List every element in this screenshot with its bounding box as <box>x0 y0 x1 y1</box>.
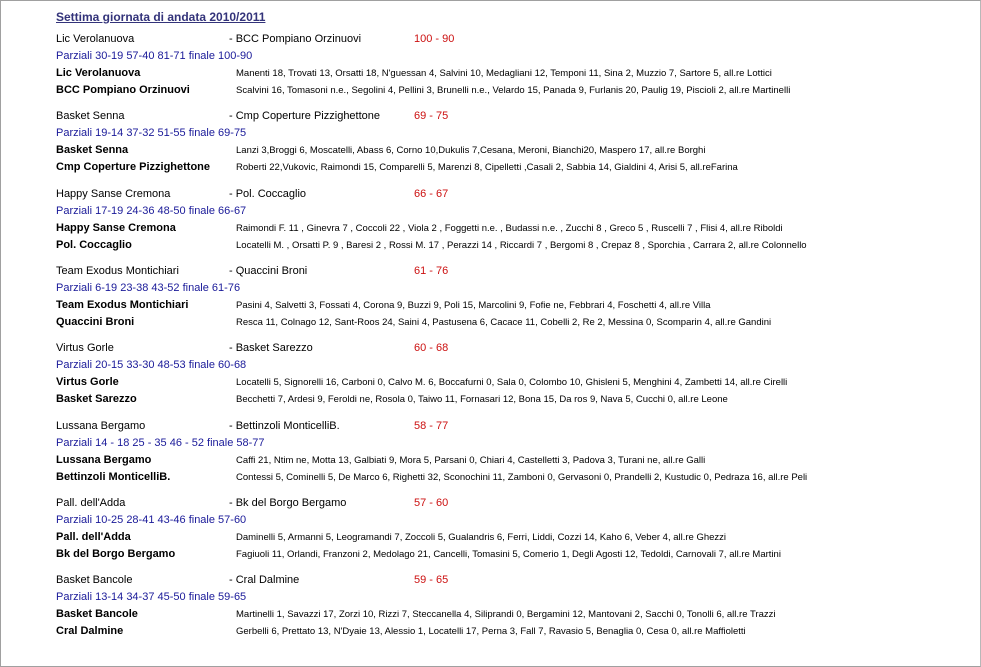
home-lineup-team: Basket Bancole <box>56 608 138 620</box>
away-lineup <box>56 471 956 488</box>
home-lineup-team: Lussana Bergamo <box>56 454 152 466</box>
away-team-name: - Cmp Coperture Pizzighettone <box>229 110 381 122</box>
final-score: 57 - 60 <box>414 497 449 509</box>
home-lineup <box>56 222 956 239</box>
away-lineup <box>56 239 956 256</box>
final-score: 59 - 65 <box>414 574 449 586</box>
home-team-name: Happy Sanse Cremona <box>56 188 171 200</box>
away-lineup <box>56 161 956 178</box>
home-lineup <box>56 608 956 625</box>
final-score: 66 - 67 <box>414 188 449 200</box>
match-header <box>56 574 956 591</box>
home-lineup-players: Raimondi F. 11 , Ginevra 7 , Coccoli 22 , Viola 2 , Foggetti n.e. , Budassi n.e. , Zucchi 8 , Greco 5 , Ruscelli 7 , Flisi 4, all.re Riboldi <box>236 223 783 234</box>
match-block <box>56 265 956 333</box>
away-lineup-players: Scalvini 16, Tomasoni n.e., Segolini 4, Pellini 3, Brunelli n.e., Velardo 15, Panada 9, Furlanis 20, Paulig 19, Piscioli 2, all.re Martinelli <box>236 85 791 96</box>
away-lineup-team: Bk del Borgo Bergamo <box>56 548 176 560</box>
partial-scores: Parziali 19-14 37-32 51-55 finale 69-75 <box>56 127 247 139</box>
home-team-name: Basket Senna <box>56 110 125 122</box>
away-lineup <box>56 548 956 565</box>
home-team-name: Lussana Bergamo <box>56 420 146 432</box>
partial-scores: Parziali 10-25 28-41 43-46 finale 57-60 <box>56 514 247 526</box>
away-lineup-team: Cmp Coperture Pizzighettone <box>56 161 211 173</box>
home-lineup <box>56 454 956 471</box>
final-score: 60 - 68 <box>414 342 449 354</box>
match-header <box>56 33 956 50</box>
home-team-name: Basket Bancole <box>56 574 133 586</box>
away-team-name: - Pol. Coccaglio <box>229 188 307 200</box>
home-lineup-players: Manenti 18, Trovati 13, Orsatti 18, N'guessan 4, Salvini 10, Medagliani 12, Temponi 11, Sina 2, Muzzio 7, Sartore 5, all.re Lottici <box>236 68 772 79</box>
partial-scores: Parziali 14 - 18 25 - 35 46 - 52 finale 58-77 <box>56 437 265 449</box>
away-team-name: - Cral Dalmine <box>229 574 300 586</box>
away-team-name: - Bk del Borgo Bergamo <box>229 497 347 509</box>
away-lineup-team: Quaccini Broni <box>56 316 135 328</box>
home-lineup-team: Virtus Gorle <box>56 376 119 388</box>
home-lineup-players: Caffi 21, Ntim ne, Motta 13, Galbiati 9, Mora 5, Parsani 0, Chiari 4, Castelletti 3, Padova 3, Turani ne, all.re Galli <box>236 455 706 466</box>
home-lineup-players: Pasini 4, Salvetti 3, Fossati 4, Corona 9, Buzzi 9, Poli 15, Marcolini 9, Fofie ne, Febbrari 4, Foschetti 4, all.re Villa <box>236 300 711 311</box>
home-lineup-players: Daminelli 5, Armanni 5, Leogramandi 7, Zoccoli 5, Gualandris 6, Ferri, Liddi, Cozzi 14, Kaho 6, Veber 4, all.re Ghezzi <box>236 532 727 543</box>
away-lineup-players: Roberti 22,Vukovic, Raimondi 15, Comparelli 5, Marenzi 8, Cipelletti ,Casali 2, Sabbia 14, Gialdini 4, Arisi 5, all.reFarina <box>236 162 738 173</box>
home-lineup <box>56 531 956 548</box>
away-lineup <box>56 625 956 642</box>
match-header <box>56 420 956 437</box>
match-block <box>56 342 956 410</box>
home-lineup-team: Basket Senna <box>56 144 129 156</box>
home-team-name: Lic Verolanuova <box>56 33 135 45</box>
match-block <box>56 188 956 256</box>
partial-scores: Parziali 30-19 57-40 81-71 finale 100-90 <box>56 50 253 62</box>
match-header <box>56 342 956 359</box>
partial-scores: Parziali 17-19 24-36 48-50 finale 66-67 <box>56 205 247 217</box>
home-lineup <box>56 144 956 161</box>
match-block <box>56 33 956 101</box>
home-lineup-team: Happy Sanse Cremona <box>56 222 176 234</box>
away-lineup <box>56 316 956 333</box>
away-lineup-players: Locatelli M. , Orsatti P. 9 , Baresi 2 , Rossi M. 17 , Perazzi 14 , Riccardi 7 , Bergomi 8 , Crepaz 8 , Sporchia , Carrara 2, all.re Colonnello <box>236 240 807 251</box>
away-lineup-players: Fagiuoli 11, Orlandi, Franzoni 2, Medolago 21, Cancelli, Tomasini 5, Comerio 1, Degli Agosti 12, Tedoldi, Carnovali 7, all.re Martini <box>236 549 781 560</box>
home-lineup <box>56 67 956 84</box>
away-lineup-team: Bettinzoli MonticelliB. <box>56 471 171 483</box>
home-team-name: Team Exodus Montichiari <box>56 265 179 277</box>
home-lineup-team: Pall. dell'Adda <box>56 531 131 543</box>
partial-scores: Parziali 13-14 34-37 45-50 finale 59-65 <box>56 591 247 603</box>
match-block <box>56 497 956 565</box>
partial-scores: Parziali 20-15 33-30 48-53 finale 60-68 <box>56 359 247 371</box>
home-lineup-players: Locatelli 5, Signorelli 16, Carboni 0, Calvo M. 6, Boccafurni 0, Sala 0, Colombo 10, Ghisleni 5, Menghini 4, Zambetti 14, all.re Cirelli <box>236 377 788 388</box>
home-team-name: Virtus Gorle <box>56 342 114 354</box>
page-title: Settima giornata di andata 2010/2011 <box>56 10 266 24</box>
match-block <box>56 420 956 488</box>
match-block <box>56 110 956 178</box>
home-lineup <box>56 376 956 393</box>
final-score: 61 - 76 <box>414 265 449 277</box>
away-lineup-team: BCC Pompiano Orzinuovi <box>56 84 190 96</box>
away-team-name: - Bettinzoli MonticelliB. <box>229 420 340 432</box>
home-lineup-team: Lic Verolanuova <box>56 67 141 79</box>
away-lineup-team: Cral Dalmine <box>56 625 124 637</box>
away-lineup-team: Basket Sarezzo <box>56 393 137 405</box>
final-score: 69 - 75 <box>414 110 449 122</box>
match-header <box>56 265 956 282</box>
away-lineup-players: Becchetti 7, Ardesi 9, Feroldi ne, Rosola 0, Taiwo 11, Fornasari 12, Bona 15, Da ros 9, Nava 5, Cucchi 0, all.re Leone <box>236 394 728 405</box>
home-lineup-players: Martinelli 1, Savazzi 17, Zorzi 10, Rizzi 7, Steccanella 4, Siliprandi 0, Bergamini 12, Mantovani 2, Sacchi 0, Tonolli 6, all.re Trazzi <box>236 609 776 620</box>
away-lineup-players: Contessi 5, Cominelli 5, De Marco 6, Righetti 32, Sconochini 11, Zamboni 0, Gervasoni 0, Prandelli 2, Kustudic 0, Pedraza 16, all.re Peli <box>236 472 808 483</box>
match-header <box>56 110 956 127</box>
away-lineup-players: Gerbelli 6, Prettato 13, N'Dyaie 13, Alessio 1, Locatelli 17, Perna 3, Fall 7, Ravasio 5, Benaglia 0, Cesa 0, all.re Maffioletti <box>236 626 746 637</box>
final-score: 100 - 90 <box>414 33 455 45</box>
home-team-name: Pall. dell'Adda <box>56 497 126 509</box>
match-header <box>56 497 956 514</box>
match-header <box>56 188 956 205</box>
home-lineup <box>56 299 956 316</box>
partial-scores: Parziali 6-19 23-38 43-52 finale 61-76 <box>56 282 241 294</box>
away-team-name: - Quaccini Broni <box>229 265 308 277</box>
final-score: 58 - 77 <box>414 420 449 432</box>
away-team-name: - Basket Sarezzo <box>229 342 313 354</box>
match-block <box>56 574 956 642</box>
away-lineup <box>56 393 956 410</box>
home-lineup-team: Team Exodus Montichiari <box>56 299 189 311</box>
home-lineup-players: Lanzi 3,Broggi 6, Moscatelli, Abass 6, Corno 10,Dukulis 7,Cesana, Meroni, Bianchi20, Maspero 17, all.re Borghi <box>236 145 706 156</box>
away-team-name: - BCC Pompiano Orzinuovi <box>229 33 362 45</box>
away-lineup-players: Resca 11, Colnago 12, Sant-Roos 24, Saini 4, Pastusena 6, Cacace 11, Cobelli 2, Re 2, Messina 0, Scomparin 4, all.re Gandini <box>236 317 772 328</box>
away-lineup-team: Pol. Coccaglio <box>56 239 132 251</box>
away-lineup <box>56 84 956 101</box>
